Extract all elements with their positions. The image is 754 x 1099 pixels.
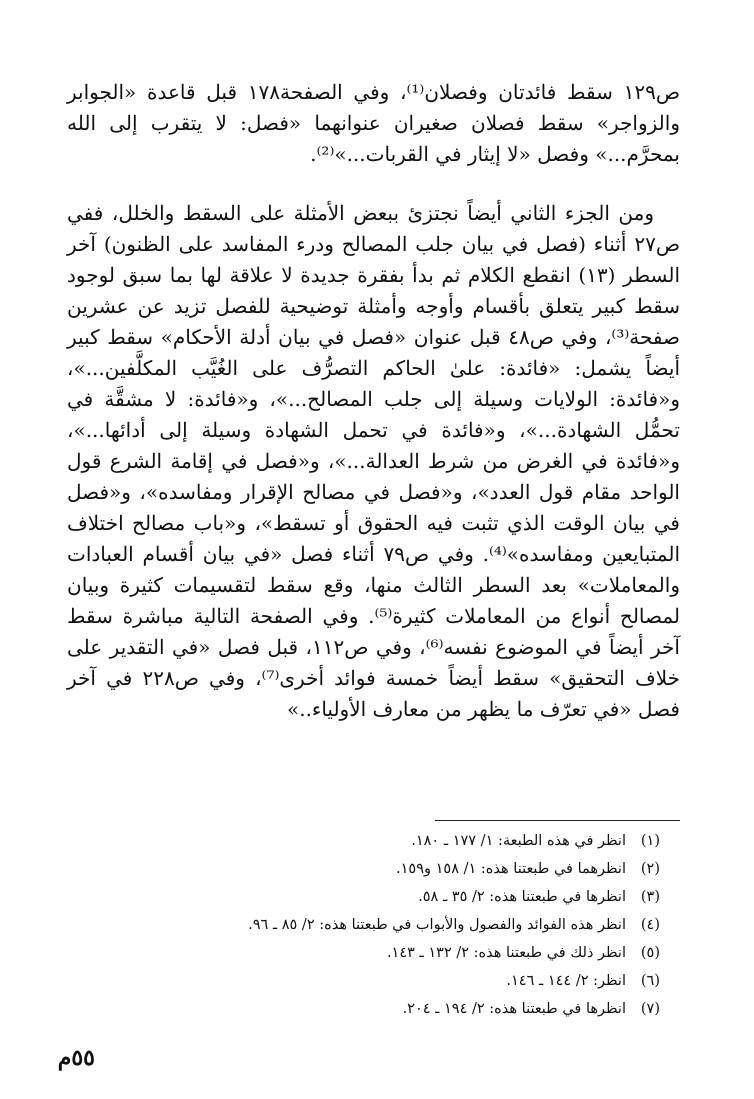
footnote-4 [67, 911, 680, 939]
footnote-number: (٥) [640, 945, 660, 961]
footnote-number: (١) [640, 833, 660, 849]
page-number: ٥٥م [57, 1045, 95, 1071]
footnote-2 [67, 855, 680, 883]
footnote-number: (٧) [640, 1001, 660, 1017]
footnote-text: انظر: ٢/ ١٤٤ ـ ١٤٦. [506, 973, 626, 989]
footnote-1 [67, 827, 680, 855]
footnote-3 [67, 883, 680, 911]
footnote-text: انظر هذه الفوائد والفصول والأبواب في طبعتنا هذه: ٢/ ٨٥ ـ ٩٦. [248, 917, 626, 933]
footnote-6 [67, 967, 680, 995]
footnote-text: انظرها في طبعتنا هذه: ٢/ ١٩٤ ـ ٢٠٤. [402, 1001, 626, 1017]
paragraph-1: ص١٢٩ سقط فائدتان وفصلان⁽¹⁾، وفي الصفحة١٧٨ قبل قاعدة «الجوابر والزواجر» سقط فصلان صغيران عنوانهما «فصل: لا يتقرب إلى الله بمحرَّم...» وفصل «لا إيثار في القربات...»⁽²⁾. [67, 80, 680, 166]
footnote-number: (٤) [640, 917, 660, 933]
footnote-number: (٢) [640, 861, 660, 877]
footnote-7 [67, 995, 680, 1023]
footnote-number: (٣) [640, 889, 660, 905]
footnote-divider [435, 820, 680, 821]
paragraph-2: ومن الجزء الثاني أيضاً نجتزئ ببعض الأمثلة على السقط والخلل، ففي ص٢٧ أثناء (فصل في بيان جلب المصالح ودرء المفاسد على الظنون) آخر السطر (١٣) انقطع الكلام ثم بدأ بفقرة جديدة لا علاقة لها بما سبق لوجود سقط كبير يتعلق بأقسام وأوجه وأمثلة توضيحية للفصل تزيد عن عشرين صفحة⁽³⁾، وفي ص٤٨ قبل عنوان «فصل في بيان أدلة الأحكام» سقط كبير أيضاً يشمل: «فائدة: علىٰ الحاكم التصرُّف على الغُيَّب المكلَّفين...»، و«فائدة: الولايات وسيلة إلى جلب المصالح...»، و«فائدة: لا مشقَّة في تحمُّل الشهادة...»، و«فائدة في تحمل الشهادة وسيلة إلى أدائها...»، و«فائدة في الغرض من شرط العدالة...»، و«فصل في إقامة الشرع قول الواحد مقام قول العدد»، و«فصل في مصالح الإقرار ومفاسده»، و«فصل في بيان الوقت الذي تثبت فيه الحقوق أو تسقط»، و«باب مصالح اختلاف المتبايعين ومفاسده»⁽⁴⁾. وفي ص٧٩ أثناء فصل «في بيان أقسام العبادات والمعاملات» بعد السطر الثالث منها، وقع سقط لتقسيمات كثيرة وبيان لمصالح أنواع من المعاملات كثيرة⁽⁵⁾. وفي الصفحة التالية مباشرة سقط آخر أيضاً في الموضوع نفسه⁽⁶⁾، وفي ص١١٢، قبل فصل «في التقدير على خلاف التحقيق» سقط أيضاً خمسة فوائد أخرى⁽⁷⁾، وفي ص٢٢٨ في آخر فصل «في تعرّف ما يظهر من معارف الأولياء..» [67, 201, 681, 721]
footnote-text: انظر في هذه الطبعة: ١/ ١٧٧ ـ ١٨٠. [411, 833, 626, 849]
footnote-number: (٦) [640, 973, 660, 989]
footnote-5 [67, 939, 680, 967]
footnotes [67, 827, 680, 1023]
main-text [67, 77, 680, 725]
footnote-text: انظرهما في طبعتنا هذه: ١/ ١٥٨ و١٥٩. [396, 861, 626, 877]
footnote-text: انظرها في طبعتنا هذه: ٢/ ٣٥ ـ ٥٨. [418, 889, 626, 905]
footnote-text: انظر ذلك في طبعتنا هذه: ٢/ ١٣٢ ـ ١٤٣. [386, 945, 626, 961]
